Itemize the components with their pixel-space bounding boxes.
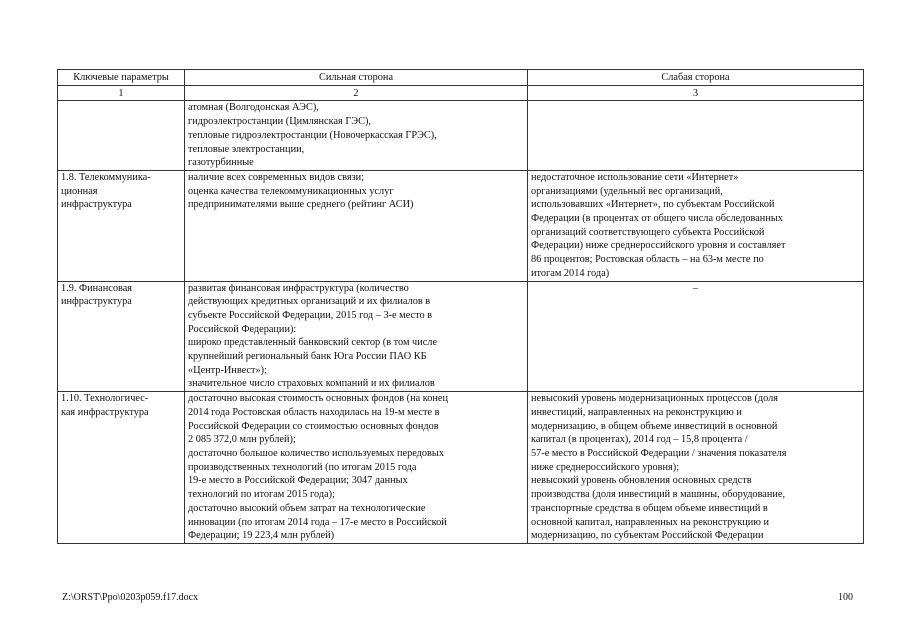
weak-cell [528, 281, 864, 392]
text-line: 19-е место в Российской Федерации; 3047 данных [188, 475, 408, 487]
text-line: модернизацию, в общем объеме инвестиций в основной [531, 420, 778, 432]
text-line: итогам 2014 года) [531, 267, 610, 279]
header-key-params: Ключевые параметры [58, 70, 185, 86]
text-line: субъекте Российской Федерации, 2015 год – 3-е место в [188, 309, 433, 321]
text-line: атомная (Волгодонская АЭС), [188, 102, 319, 114]
column-number-1: 1 [58, 85, 185, 101]
text-line: 1.8. Телекоммуника- [61, 171, 151, 183]
swot-table [57, 69, 864, 544]
text-line: достаточно высокий объем затрат на технологические [188, 502, 426, 514]
text-line: кая инфраструктура [61, 406, 149, 418]
text-line: невысокий уровень обновления основных средств [531, 475, 752, 487]
text-line: значительное число страховых компаний и их филиалов [188, 378, 435, 390]
text-line: капитал (в процентах), 2014 год – 15,8 процента / [531, 434, 748, 446]
text-line: 2014 года Ростовская область находилась на 19-м месте в [188, 406, 440, 418]
text-line: модернизацию, по субъектам Российской Федерации [531, 530, 764, 542]
weak-cell [528, 170, 864, 281]
text-line: инфраструктура [61, 199, 132, 211]
table-row [58, 170, 864, 281]
dash-placeholder: – [692, 282, 699, 294]
param-cell [58, 170, 185, 281]
text-line: достаточно высокая стоимость основных фондов (на конец [188, 393, 448, 405]
text-line: 1.10. Технологичес- [61, 393, 149, 405]
footer-file-path: Z:\ORST\Ppo\0203p059.f17.docx [62, 592, 199, 603]
text-line: тепловые гидроэлектростанции (Новочеркасская ГРЭС), [188, 129, 437, 141]
page-number: 100 [838, 592, 853, 603]
text-line: производства (доля инвестиций в машины, оборудование, [531, 489, 786, 501]
weak-cell [528, 392, 864, 544]
text-line: инвестиций, направленных на реконструкцию и [531, 406, 742, 418]
table-header-row [58, 70, 864, 86]
text-line: Российской Федерации со стоимостью основных фондов [188, 420, 439, 432]
column-number-2: 2 [185, 85, 528, 101]
text-line: недостаточное использование сети «Интернет» [531, 171, 739, 183]
column-number-3: 3 [528, 85, 864, 101]
text-line: использовавших «Интернет», по субъектам Российской [531, 199, 775, 211]
text-line: гидроэлектростанции (Цимлянская ГЭС), [188, 116, 371, 128]
text-line: достаточно большое количество используемых передовых [188, 447, 444, 459]
text-line: технологий по итогам 2015 года); [188, 489, 335, 501]
text-line: тепловые электростанции, [188, 143, 305, 155]
text-line: Федерации; 19 223,4 млн рублей) [188, 530, 335, 542]
text-line: Федерации (в процентах от общего числа обследованных [531, 213, 783, 225]
column-number-row [58, 85, 864, 101]
param-cell [58, 101, 185, 171]
text-line: Федерации) ниже среднероссийского уровня и составляет [531, 240, 786, 252]
text-line: «Центр-Инвест»); [188, 364, 267, 376]
text-line: крупнейший региональный банк Юга России ПАО КБ [188, 351, 427, 363]
table-row [58, 281, 864, 392]
text-line: 1.9. Финансовая [61, 282, 133, 294]
table-row [58, 392, 864, 544]
text-line: 86 процентов; Ростовская область – на 63-м месте по [531, 254, 764, 266]
text-line: производственных технологий (по итогам 2015 года [188, 461, 417, 473]
text-line: действующих кредитных организаций и их филиалов в [188, 296, 431, 308]
strong-cell [185, 281, 528, 392]
param-cell [58, 281, 185, 392]
strong-cell [185, 170, 528, 281]
text-line: основной капитал, направленных на реконструкцию и [531, 516, 770, 528]
strong-cell [185, 101, 528, 171]
table-row [58, 101, 864, 171]
header-weak-side: Слабая сторона [528, 70, 864, 86]
text-line: газотурбинные [188, 157, 254, 169]
text-line: организациями (удельный вес организаций, [531, 185, 723, 197]
text-line: развитая финансовая инфраструктура (количество [188, 282, 409, 294]
text-line: 57-е место в Российской Федерации / значения показателя [531, 447, 787, 459]
weak-cell [528, 101, 864, 171]
header-strong-side: Сильная сторона [185, 70, 528, 86]
text-line: транспортные средства в общем объеме инвестиций в [531, 502, 768, 514]
text-line: предпринимателями выше среднего (рейтинг АСИ) [188, 199, 414, 211]
text-line: ционная [61, 185, 98, 197]
text-line: невысокий уровень модернизационных процессов (доля [531, 393, 779, 405]
text-line: Российской Федерации): [188, 323, 297, 335]
text-line: инфраструктура [61, 296, 132, 308]
strong-cell [185, 392, 528, 544]
param-cell [58, 392, 185, 544]
text-line: организаций соответствующего субъекта Российской [531, 226, 765, 238]
text-line: инновации (по итогам 2014 года – 17-е место в Российской [188, 516, 447, 528]
text-line: 2 085 372,0 млн рублей); [188, 434, 296, 446]
text-line: оценка качества телекоммуникационных услуг [188, 185, 394, 197]
text-line: широко представленный банковский сектор (в том числе [188, 337, 438, 349]
text-line: наличие всех современных видов связи; [188, 171, 365, 183]
text-line: ниже среднероссийского уровня); [531, 461, 680, 473]
